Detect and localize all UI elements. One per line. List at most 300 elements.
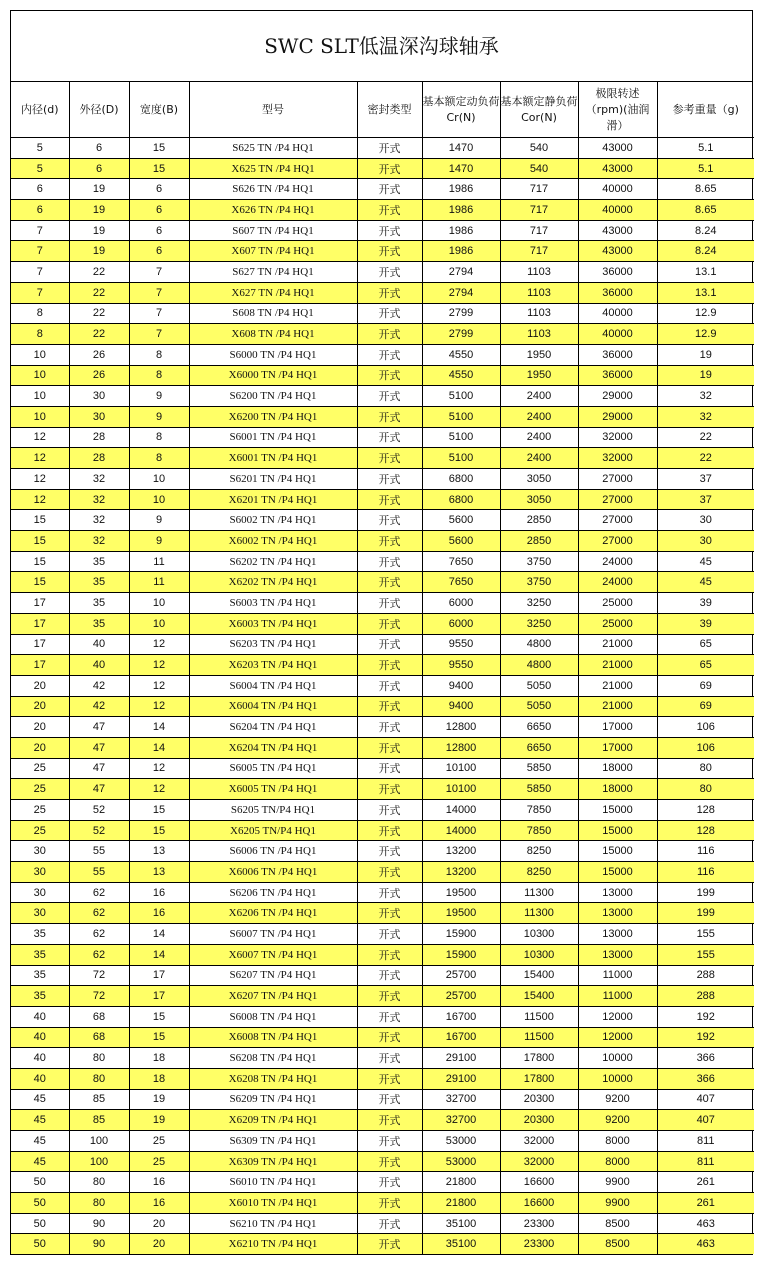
cell-width: 10 <box>129 489 189 510</box>
cell-weight: 366 <box>657 1068 754 1089</box>
cell-model: X607 TN /P4 HQ1 <box>189 241 357 262</box>
cell-weight: 106 <box>657 717 754 738</box>
cell-weight: 45 <box>657 551 754 572</box>
cell-width: 16 <box>129 903 189 924</box>
cell-weight: 811 <box>657 1131 754 1152</box>
cell-width: 14 <box>129 944 189 965</box>
cell-static-load: 2850 <box>500 531 578 552</box>
cell-model: X6010 TN /P4 HQ1 <box>189 1193 357 1214</box>
cell-model: S6210 TN /P4 HQ1 <box>189 1213 357 1234</box>
cell-seal-type: 开式 <box>357 282 422 303</box>
cell-width: 7 <box>129 324 189 345</box>
cell-weight: 8.24 <box>657 241 754 262</box>
table-row <box>11 924 754 945</box>
cell-model: S627 TN /P4 HQ1 <box>189 262 357 283</box>
cell-dynamic-load: 19500 <box>422 882 500 903</box>
cell-weight: 12.9 <box>657 324 754 345</box>
cell-width: 6 <box>129 179 189 200</box>
cell-inner-diameter: 15 <box>11 510 69 531</box>
cell-outer-diameter: 47 <box>69 779 129 800</box>
cell-static-load: 3250 <box>500 593 578 614</box>
cell-width: 17 <box>129 965 189 986</box>
cell-inner-diameter: 10 <box>11 406 69 427</box>
cell-weight: 65 <box>657 634 754 655</box>
cell-weight: 199 <box>657 903 754 924</box>
cell-weight: 288 <box>657 986 754 1007</box>
header-model: 型号 <box>189 82 357 138</box>
cell-static-load: 1950 <box>500 365 578 386</box>
cell-weight: 155 <box>657 944 754 965</box>
cell-width: 12 <box>129 696 189 717</box>
cell-outer-diameter: 90 <box>69 1234 129 1254</box>
cell-dynamic-load: 35100 <box>422 1213 500 1234</box>
cell-width: 14 <box>129 717 189 738</box>
cell-static-load: 8250 <box>500 841 578 862</box>
cell-static-load: 7850 <box>500 800 578 821</box>
table-row <box>11 820 754 841</box>
table-row <box>11 675 754 696</box>
cell-inner-diameter: 45 <box>11 1110 69 1131</box>
header-row <box>11 82 754 138</box>
cell-dynamic-load: 53000 <box>422 1131 500 1152</box>
table-row <box>11 758 754 779</box>
cell-static-load: 2400 <box>500 427 578 448</box>
cell-dynamic-load: 25700 <box>422 986 500 1007</box>
cell-static-load: 540 <box>500 138 578 159</box>
cell-dynamic-load: 4550 <box>422 344 500 365</box>
cell-model: X6002 TN /P4 HQ1 <box>189 531 357 552</box>
cell-seal-type: 开式 <box>357 841 422 862</box>
cell-weight: 39 <box>657 593 754 614</box>
cell-seal-type: 开式 <box>357 262 422 283</box>
cell-static-load: 717 <box>500 220 578 241</box>
cell-width: 10 <box>129 613 189 634</box>
cell-seal-type: 开式 <box>357 779 422 800</box>
cell-static-load: 2400 <box>500 406 578 427</box>
cell-width: 12 <box>129 758 189 779</box>
cell-limit-speed: 40000 <box>578 324 657 345</box>
cell-dynamic-load: 32700 <box>422 1089 500 1110</box>
cell-inner-diameter: 50 <box>11 1193 69 1214</box>
cell-inner-diameter: 20 <box>11 737 69 758</box>
cell-dynamic-load: 9400 <box>422 675 500 696</box>
cell-outer-diameter: 90 <box>69 1213 129 1234</box>
cell-limit-speed: 15000 <box>578 841 657 862</box>
table-row <box>11 1006 754 1027</box>
table-row <box>11 1131 754 1152</box>
cell-limit-speed: 36000 <box>578 344 657 365</box>
cell-outer-diameter: 62 <box>69 944 129 965</box>
cell-weight: 407 <box>657 1110 754 1131</box>
cell-outer-diameter: 30 <box>69 406 129 427</box>
cell-model: X6203 TN /P4 HQ1 <box>189 655 357 676</box>
cell-model: S6202 TN /P4 HQ1 <box>189 551 357 572</box>
cell-model: S6206 TN /P4 HQ1 <box>189 882 357 903</box>
cell-width: 15 <box>129 800 189 821</box>
cell-seal-type: 开式 <box>357 675 422 696</box>
cell-model: X626 TN /P4 HQ1 <box>189 200 357 221</box>
cell-outer-diameter: 35 <box>69 572 129 593</box>
cell-seal-type: 开式 <box>357 427 422 448</box>
header-inner-diameter: 内径(d) <box>11 82 69 138</box>
cell-outer-diameter: 6 <box>69 138 129 159</box>
table-row <box>11 1068 754 1089</box>
cell-limit-speed: 8500 <box>578 1234 657 1254</box>
cell-dynamic-load: 5100 <box>422 386 500 407</box>
cell-model: S625 TN /P4 HQ1 <box>189 138 357 159</box>
cell-outer-diameter: 80 <box>69 1068 129 1089</box>
table-row <box>11 448 754 469</box>
cell-width: 18 <box>129 1068 189 1089</box>
cell-static-load: 15400 <box>500 965 578 986</box>
cell-dynamic-load: 9550 <box>422 655 500 676</box>
cell-static-load: 32000 <box>500 1151 578 1172</box>
bearing-spec-sheet <box>10 10 753 1255</box>
cell-outer-diameter: 35 <box>69 551 129 572</box>
cell-weight: 65 <box>657 655 754 676</box>
cell-model: X6208 TN /P4 HQ1 <box>189 1068 357 1089</box>
cell-outer-diameter: 22 <box>69 282 129 303</box>
cell-model: S6203 TN /P4 HQ1 <box>189 634 357 655</box>
cell-outer-diameter: 40 <box>69 655 129 676</box>
cell-weight: 37 <box>657 489 754 510</box>
cell-static-load: 5850 <box>500 758 578 779</box>
cell-model: S607 TN /P4 HQ1 <box>189 220 357 241</box>
cell-model: X6006 TN /P4 HQ1 <box>189 862 357 883</box>
cell-outer-diameter: 26 <box>69 344 129 365</box>
cell-limit-speed: 8000 <box>578 1131 657 1152</box>
cell-limit-speed: 24000 <box>578 572 657 593</box>
cell-static-load: 32000 <box>500 1131 578 1152</box>
cell-seal-type: 开式 <box>357 593 422 614</box>
cell-width: 11 <box>129 572 189 593</box>
cell-outer-diameter: 19 <box>69 179 129 200</box>
cell-model: S6309 TN /P4 HQ1 <box>189 1131 357 1152</box>
cell-inner-diameter: 35 <box>11 965 69 986</box>
cell-model: S6208 TN /P4 HQ1 <box>189 1048 357 1069</box>
cell-static-load: 1950 <box>500 344 578 365</box>
cell-model: S6000 TN /P4 HQ1 <box>189 344 357 365</box>
cell-outer-diameter: 28 <box>69 427 129 448</box>
cell-limit-speed: 9900 <box>578 1172 657 1193</box>
cell-static-load: 2850 <box>500 510 578 531</box>
cell-static-load: 11500 <box>500 1027 578 1048</box>
cell-width: 14 <box>129 737 189 758</box>
cell-limit-speed: 21000 <box>578 655 657 676</box>
cell-weight: 32 <box>657 386 754 407</box>
cell-inner-diameter: 45 <box>11 1151 69 1172</box>
cell-seal-type: 开式 <box>357 655 422 676</box>
cell-limit-speed: 36000 <box>578 282 657 303</box>
cell-weight: 261 <box>657 1193 754 1214</box>
cell-seal-type: 开式 <box>357 572 422 593</box>
table-row <box>11 1151 754 1172</box>
cell-weight: 45 <box>657 572 754 593</box>
cell-weight: 199 <box>657 882 754 903</box>
cell-seal-type: 开式 <box>357 1110 422 1131</box>
cell-seal-type: 开式 <box>357 406 422 427</box>
cell-model: X627 TN /P4 HQ1 <box>189 282 357 303</box>
cell-width: 9 <box>129 510 189 531</box>
cell-static-load: 4800 <box>500 634 578 655</box>
cell-limit-speed: 10000 <box>578 1068 657 1089</box>
table-row <box>11 200 754 221</box>
cell-model: S626 TN /P4 HQ1 <box>189 179 357 200</box>
cell-seal-type: 开式 <box>357 696 422 717</box>
cell-limit-speed: 9200 <box>578 1110 657 1131</box>
cell-inner-diameter: 17 <box>11 613 69 634</box>
cell-inner-diameter: 40 <box>11 1027 69 1048</box>
cell-dynamic-load: 5100 <box>422 448 500 469</box>
cell-inner-diameter: 17 <box>11 634 69 655</box>
cell-dynamic-load: 12800 <box>422 737 500 758</box>
cell-dynamic-load: 1986 <box>422 179 500 200</box>
cell-model: X6004 TN /P4 HQ1 <box>189 696 357 717</box>
cell-weight: 366 <box>657 1048 754 1069</box>
cell-inner-diameter: 45 <box>11 1089 69 1110</box>
cell-seal-type: 开式 <box>357 324 422 345</box>
cell-weight: 39 <box>657 613 754 634</box>
table-row <box>11 613 754 634</box>
cell-outer-diameter: 32 <box>69 510 129 531</box>
cell-width: 25 <box>129 1151 189 1172</box>
cell-width: 12 <box>129 779 189 800</box>
cell-dynamic-load: 2799 <box>422 324 500 345</box>
cell-seal-type: 开式 <box>357 469 422 490</box>
cell-seal-type: 开式 <box>357 634 422 655</box>
table-row <box>11 386 754 407</box>
cell-static-load: 2400 <box>500 386 578 407</box>
cell-model: X6309 TN /P4 HQ1 <box>189 1151 357 1172</box>
cell-limit-speed: 27000 <box>578 489 657 510</box>
cell-weight: 8.65 <box>657 200 754 221</box>
cell-weight: 37 <box>657 469 754 490</box>
table-row <box>11 862 754 883</box>
cell-static-load: 2400 <box>500 448 578 469</box>
cell-seal-type: 开式 <box>357 551 422 572</box>
cell-dynamic-load: 14000 <box>422 800 500 821</box>
cell-dynamic-load: 7650 <box>422 572 500 593</box>
cell-inner-diameter: 40 <box>11 1006 69 1027</box>
table-row <box>11 1027 754 1048</box>
table-row <box>11 1193 754 1214</box>
cell-dynamic-load: 15900 <box>422 944 500 965</box>
cell-outer-diameter: 72 <box>69 965 129 986</box>
cell-width: 12 <box>129 675 189 696</box>
cell-limit-speed: 9200 <box>578 1089 657 1110</box>
cell-seal-type: 开式 <box>357 1193 422 1214</box>
cell-weight: 69 <box>657 675 754 696</box>
cell-model: S6200 TN /P4 HQ1 <box>189 386 357 407</box>
cell-outer-diameter: 85 <box>69 1110 129 1131</box>
cell-width: 10 <box>129 469 189 490</box>
table-row <box>11 1234 754 1254</box>
cell-model: X6209 TN /P4 HQ1 <box>189 1110 357 1131</box>
table-row <box>11 427 754 448</box>
cell-seal-type: 开式 <box>357 737 422 758</box>
cell-dynamic-load: 9400 <box>422 696 500 717</box>
cell-static-load: 1103 <box>500 324 578 345</box>
cell-inner-diameter: 20 <box>11 696 69 717</box>
table-row <box>11 158 754 179</box>
cell-static-load: 20300 <box>500 1110 578 1131</box>
cell-weight: 80 <box>657 758 754 779</box>
cell-width: 20 <box>129 1234 189 1254</box>
cell-seal-type: 开式 <box>357 241 422 262</box>
cell-seal-type: 开式 <box>357 303 422 324</box>
cell-weight: 13.1 <box>657 262 754 283</box>
cell-model: S6010 TN /P4 HQ1 <box>189 1172 357 1193</box>
cell-outer-diameter: 32 <box>69 469 129 490</box>
cell-limit-speed: 13000 <box>578 903 657 924</box>
cell-outer-diameter: 32 <box>69 489 129 510</box>
header-weight: 参考重量（g) <box>657 82 754 138</box>
table-row <box>11 531 754 552</box>
cell-limit-speed: 43000 <box>578 241 657 262</box>
cell-inner-diameter: 7 <box>11 241 69 262</box>
table-row <box>11 220 754 241</box>
header-limit-speed: 极限转述（rpm)(油润滑） <box>578 82 657 138</box>
cell-model: X625 TN /P4 HQ1 <box>189 158 357 179</box>
cell-static-load: 11500 <box>500 1006 578 1027</box>
cell-outer-diameter: 52 <box>69 820 129 841</box>
cell-seal-type: 开式 <box>357 882 422 903</box>
cell-model: X6207 TN /P4 HQ1 <box>189 986 357 1007</box>
cell-outer-diameter: 35 <box>69 613 129 634</box>
cell-seal-type: 开式 <box>357 158 422 179</box>
table-row <box>11 903 754 924</box>
cell-seal-type: 开式 <box>357 800 422 821</box>
cell-inner-diameter: 20 <box>11 717 69 738</box>
cell-outer-diameter: 30 <box>69 386 129 407</box>
cell-width: 9 <box>129 386 189 407</box>
cell-static-load: 6650 <box>500 737 578 758</box>
table-row <box>11 365 754 386</box>
cell-dynamic-load: 10100 <box>422 758 500 779</box>
table-row <box>11 551 754 572</box>
cell-width: 12 <box>129 655 189 676</box>
cell-outer-diameter: 19 <box>69 200 129 221</box>
cell-inner-diameter: 50 <box>11 1234 69 1254</box>
cell-limit-speed: 17000 <box>578 737 657 758</box>
cell-width: 8 <box>129 365 189 386</box>
cell-seal-type: 开式 <box>357 986 422 1007</box>
table-row <box>11 510 754 531</box>
cell-seal-type: 开式 <box>357 200 422 221</box>
cell-dynamic-load: 4550 <box>422 365 500 386</box>
cell-limit-speed: 13000 <box>578 882 657 903</box>
cell-outer-diameter: 6 <box>69 158 129 179</box>
cell-static-load: 10300 <box>500 944 578 965</box>
cell-dynamic-load: 16700 <box>422 1006 500 1027</box>
cell-limit-speed: 8500 <box>578 1213 657 1234</box>
cell-inner-diameter: 5 <box>11 138 69 159</box>
cell-model: X6003 TN /P4 HQ1 <box>189 613 357 634</box>
cell-outer-diameter: 85 <box>69 1089 129 1110</box>
cell-static-load: 11300 <box>500 882 578 903</box>
table-row <box>11 138 754 159</box>
cell-weight: 261 <box>657 1172 754 1193</box>
cell-dynamic-load: 21800 <box>422 1172 500 1193</box>
cell-dynamic-load: 29100 <box>422 1048 500 1069</box>
table-row <box>11 406 754 427</box>
cell-outer-diameter: 32 <box>69 531 129 552</box>
cell-seal-type: 开式 <box>357 903 422 924</box>
cell-static-load: 23300 <box>500 1234 578 1254</box>
cell-model: S608 TN /P4 HQ1 <box>189 303 357 324</box>
cell-seal-type: 开式 <box>357 448 422 469</box>
table-row <box>11 1048 754 1069</box>
cell-dynamic-load: 5100 <box>422 406 500 427</box>
cell-outer-diameter: 68 <box>69 1006 129 1027</box>
table-row <box>11 1172 754 1193</box>
cell-inner-diameter: 25 <box>11 800 69 821</box>
cell-inner-diameter: 6 <box>11 179 69 200</box>
table-row <box>11 841 754 862</box>
cell-static-load: 4800 <box>500 655 578 676</box>
cell-weight: 5.1 <box>657 138 754 159</box>
page-title: SWC SLT低温深沟球轴承 <box>11 11 752 82</box>
cell-dynamic-load: 6000 <box>422 613 500 634</box>
cell-outer-diameter: 62 <box>69 903 129 924</box>
cell-limit-speed: 12000 <box>578 1027 657 1048</box>
cell-outer-diameter: 26 <box>69 365 129 386</box>
cell-width: 16 <box>129 1193 189 1214</box>
cell-static-load: 16600 <box>500 1193 578 1214</box>
cell-inner-diameter: 7 <box>11 282 69 303</box>
cell-inner-diameter: 6 <box>11 200 69 221</box>
cell-inner-diameter: 25 <box>11 820 69 841</box>
cell-width: 8 <box>129 344 189 365</box>
cell-dynamic-load: 7650 <box>422 551 500 572</box>
cell-dynamic-load: 21800 <box>422 1193 500 1214</box>
cell-width: 6 <box>129 220 189 241</box>
cell-static-load: 1103 <box>500 303 578 324</box>
cell-outer-diameter: 19 <box>69 241 129 262</box>
cell-limit-speed: 15000 <box>578 862 657 883</box>
cell-width: 25 <box>129 1131 189 1152</box>
cell-seal-type: 开式 <box>357 944 422 965</box>
cell-dynamic-load: 5600 <box>422 510 500 531</box>
cell-outer-diameter: 62 <box>69 924 129 945</box>
cell-inner-diameter: 10 <box>11 344 69 365</box>
cell-model: S6204 TN /P4 HQ1 <box>189 717 357 738</box>
cell-seal-type: 开式 <box>357 1213 422 1234</box>
cell-dynamic-load: 1470 <box>422 158 500 179</box>
cell-outer-diameter: 42 <box>69 696 129 717</box>
table-row <box>11 634 754 655</box>
cell-weight: 155 <box>657 924 754 945</box>
table-row <box>11 737 754 758</box>
cell-inner-diameter: 10 <box>11 365 69 386</box>
cell-static-load: 540 <box>500 158 578 179</box>
cell-limit-speed: 21000 <box>578 696 657 717</box>
cell-model: X6000 TN /P4 HQ1 <box>189 365 357 386</box>
header-dynamic-load: 基本额定动负荷Cr(N) <box>422 82 500 138</box>
cell-weight: 69 <box>657 696 754 717</box>
cell-model: X6201 TN /P4 HQ1 <box>189 489 357 510</box>
table-row <box>11 593 754 614</box>
cell-weight: 463 <box>657 1213 754 1234</box>
cell-dynamic-load: 1986 <box>422 220 500 241</box>
cell-static-load: 7850 <box>500 820 578 841</box>
table-row <box>11 655 754 676</box>
cell-outer-diameter: 22 <box>69 262 129 283</box>
cell-seal-type: 开式 <box>357 1151 422 1172</box>
cell-dynamic-load: 53000 <box>422 1151 500 1172</box>
cell-static-load: 717 <box>500 241 578 262</box>
cell-dynamic-load: 1986 <box>422 241 500 262</box>
